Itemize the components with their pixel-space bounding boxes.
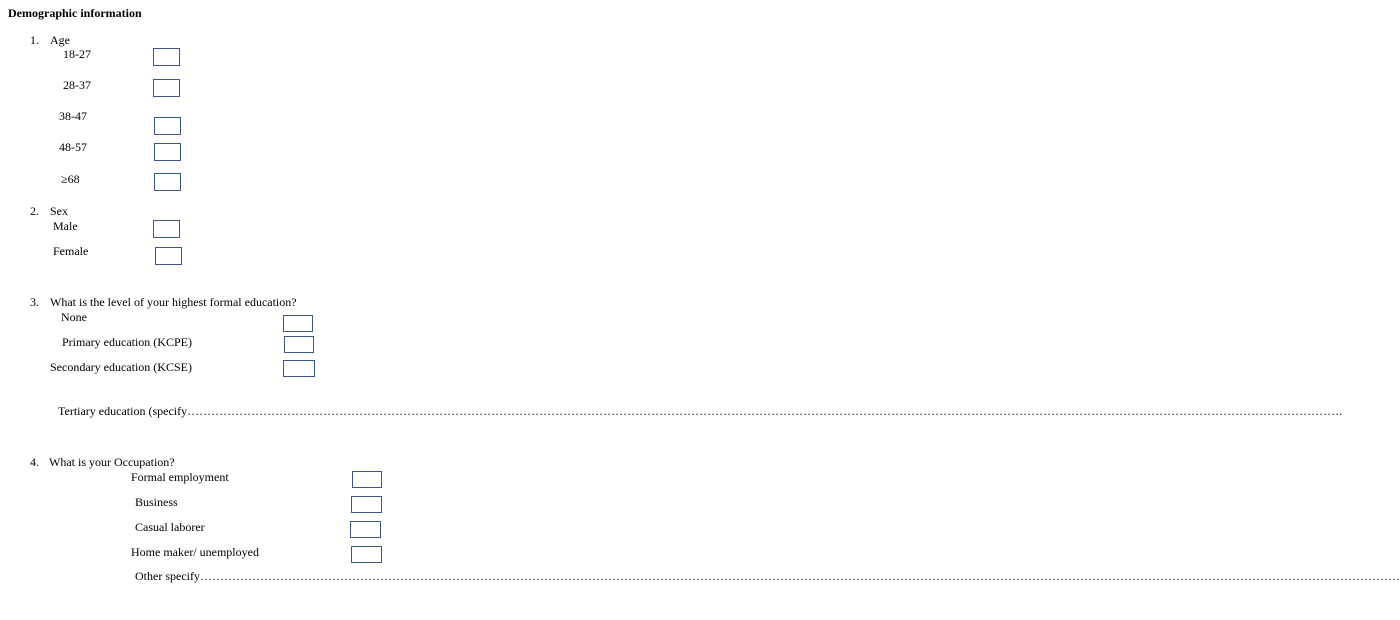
q2-label: Sex: [50, 204, 68, 218]
q1-number: 1.: [30, 33, 39, 47]
q4-label: What is your Occupation?: [49, 455, 175, 469]
occupation-homemaker-checkbox[interactable]: [351, 546, 382, 563]
age-option-label: 48-57: [59, 140, 87, 154]
occupation-option-label: Formal employment: [131, 470, 229, 484]
sex-female-checkbox[interactable]: [155, 247, 182, 265]
q4-number: 4.: [30, 455, 39, 469]
education-none-checkbox[interactable]: [283, 315, 313, 332]
education-secondary-checkbox[interactable]: [283, 360, 315, 377]
age-option-label: 28-37: [63, 78, 91, 92]
q3-label: What is the level of your highest formal education?: [50, 295, 297, 309]
age-68-plus-checkbox[interactable]: [154, 173, 181, 191]
age-option-label: 38-47: [59, 109, 87, 123]
section-title: Demographic information: [8, 6, 142, 20]
age-option-label: 18-27: [63, 47, 91, 61]
sex-option-label: Male: [53, 219, 78, 233]
occupation-formal-checkbox[interactable]: [352, 471, 382, 488]
occupation-business-checkbox[interactable]: [351, 496, 382, 513]
occupation-option-label: Home maker/ unemployed: [131, 545, 259, 559]
occupation-other-specify-line[interactable]: Other specify…………………………………………………………………………………………………………………………………………………………………………………………………………………………………………………………………………: [135, 569, 1400, 583]
age-18-27-checkbox[interactable]: [153, 48, 180, 66]
q3-number: 3.: [30, 295, 39, 309]
education-option-label: None: [61, 310, 87, 324]
age-28-37-checkbox[interactable]: [153, 79, 180, 97]
occupation-option-label: Casual laborer: [135, 520, 205, 534]
occupation-option-label: Business: [135, 495, 178, 509]
sex-male-checkbox[interactable]: [153, 220, 180, 238]
education-tertiary-specify-line[interactable]: Tertiary education (specify……………………………………………………………………………………………………………………………………………………………………………………………………………………………………………………………….: [58, 404, 1343, 418]
age-option-label: ≥68: [61, 172, 80, 186]
q2-number: 2.: [30, 204, 39, 218]
sex-option-label: Female: [53, 244, 89, 258]
education-primary-checkbox[interactable]: [284, 336, 314, 353]
occupation-casual-checkbox[interactable]: [350, 521, 381, 538]
education-option-label: Secondary education (KCSE): [50, 360, 192, 374]
education-option-label: Primary education (KCPE): [62, 335, 192, 349]
age-38-47-checkbox[interactable]: [154, 117, 181, 135]
q1-label: Age: [50, 33, 70, 47]
age-48-57-checkbox[interactable]: [154, 143, 181, 161]
